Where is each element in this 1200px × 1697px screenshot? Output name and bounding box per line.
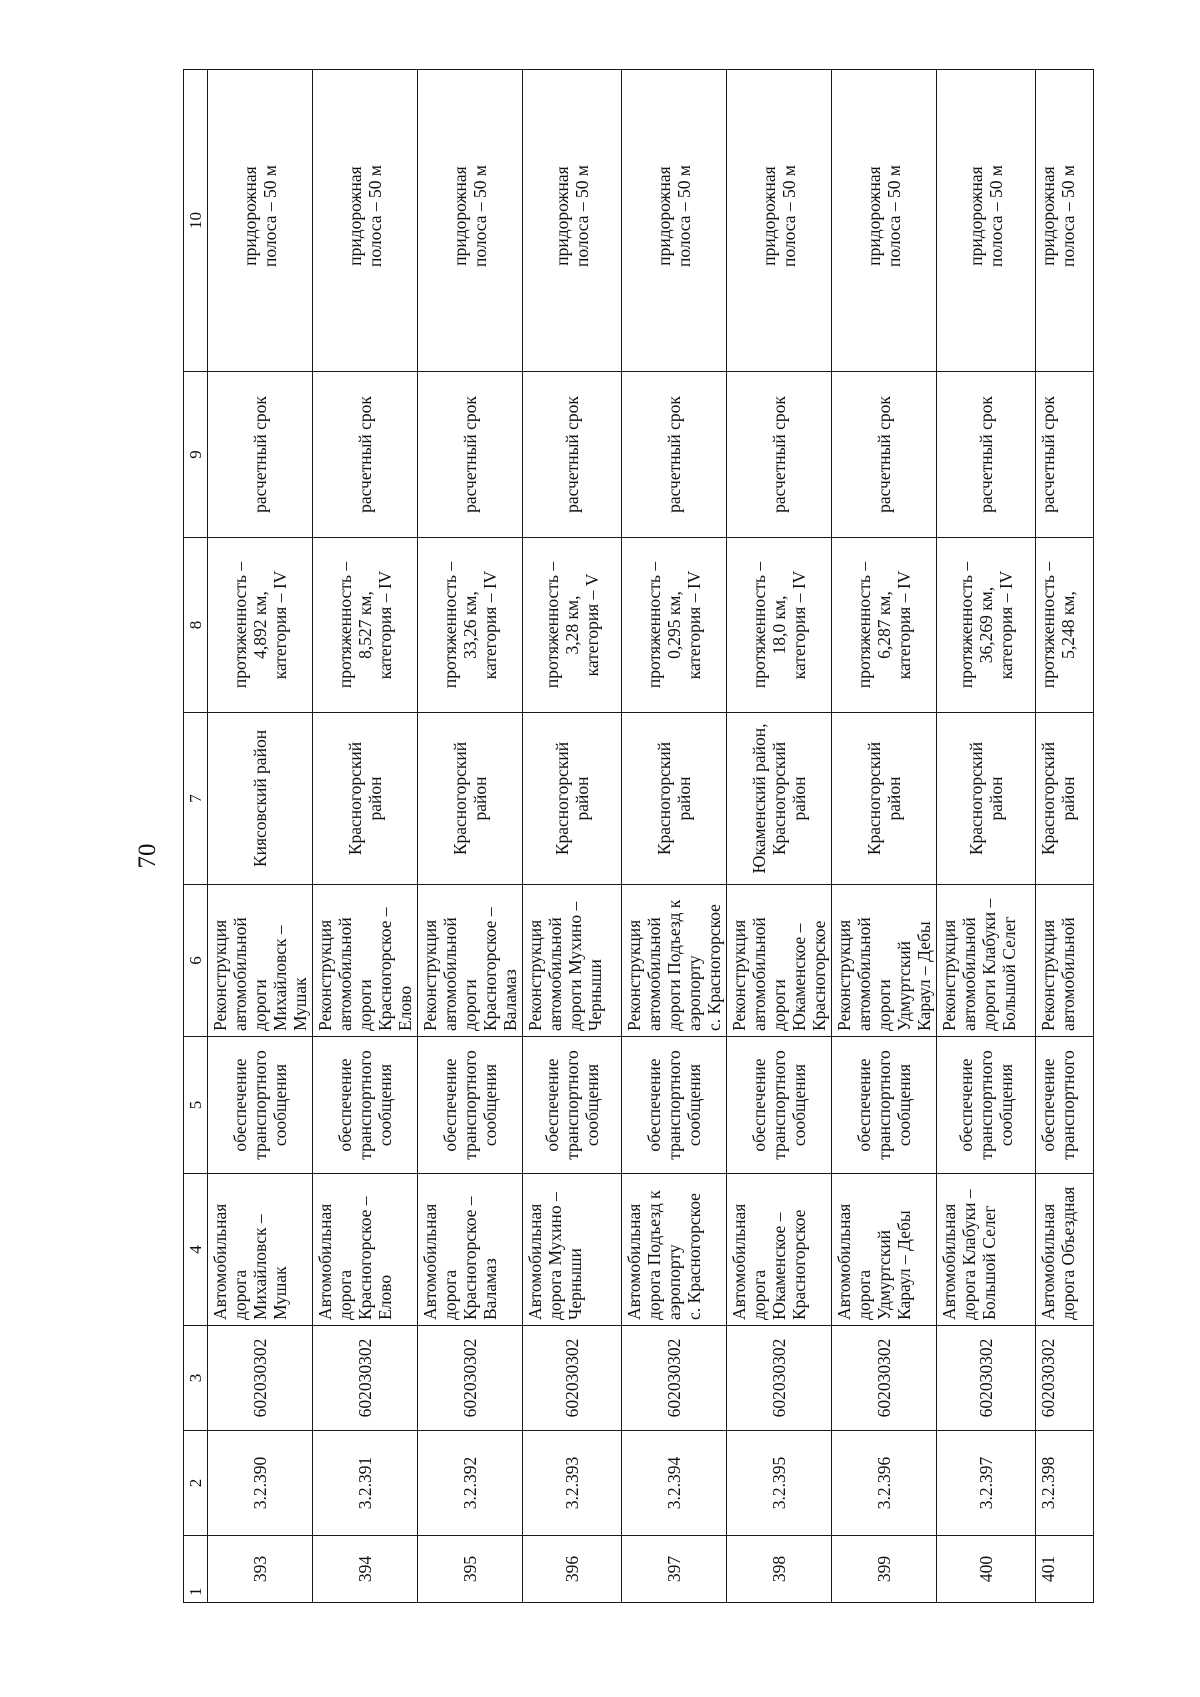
cell-line: транспортного — [976, 1050, 996, 1160]
cell-line: дороги — [355, 979, 375, 1031]
cell-line: обеспечение — [749, 1058, 769, 1152]
cell-line: протяженность – — [1038, 561, 1058, 689]
cell-line: 3,28 км, — [562, 595, 582, 655]
cell-line: категория – IV — [270, 570, 290, 680]
cell-line: 4,892 км, — [250, 591, 270, 659]
cell-line: категория – IV — [894, 570, 914, 680]
cell-line: Автомобильная — [210, 1203, 230, 1320]
cell-purpose — [622, 1037, 727, 1174]
cell-line: протяженность – — [440, 561, 460, 689]
cell-number: 394 — [313, 1536, 418, 1603]
cell-district — [727, 713, 832, 885]
cell-measure — [418, 885, 523, 1037]
page-number: 70 — [134, 843, 161, 869]
table-row — [418, 70, 523, 1603]
cell-line: Реконструкция — [729, 919, 749, 1031]
cell-line: автомобильной — [440, 917, 460, 1031]
cell-code: 3.2.395 — [727, 1431, 832, 1536]
cell-code: 3.2.398 — [1036, 1431, 1094, 1536]
table-row — [622, 70, 727, 1603]
cell-line: Реконструкция — [624, 919, 644, 1031]
cell-line: дорога — [440, 1269, 460, 1320]
cell-line: 0,295 км, — [664, 591, 684, 659]
cell-number: 398 — [727, 1536, 832, 1603]
cell-line: Реконструкция — [525, 919, 545, 1031]
cell-purpose — [937, 1037, 1036, 1174]
cell-classifier-code: 602030302 — [1036, 1326, 1094, 1431]
column-number: 3 — [184, 1326, 208, 1431]
cell-line: полоса – 50 м — [260, 165, 280, 268]
cell-classifier-code: 602030302 — [937, 1326, 1036, 1431]
cell-line: Валамаз — [500, 969, 520, 1031]
column-number-row — [184, 70, 208, 1603]
cell-code: 3.2.394 — [622, 1431, 727, 1536]
cell-line: сообщения — [789, 1063, 809, 1147]
cell-line: Реконструкция — [834, 919, 854, 1031]
cell-line: дорога Подъезд к — [644, 1190, 664, 1320]
cell-line: дорога Мухино – — [545, 1192, 565, 1320]
cell-term: расчетный срок — [523, 372, 622, 538]
cell-line: Автомобильная — [834, 1203, 854, 1320]
cell-line: протяженность – — [542, 561, 562, 689]
cell-line: дорога Удмуртский — [854, 1229, 894, 1320]
cell-line: придорожная — [450, 166, 470, 266]
cell-zone — [208, 70, 313, 372]
cell-term: расчетный срок — [832, 372, 937, 538]
cell-line: Красногорский район — [966, 741, 1006, 856]
cell-line: Автомобильная — [525, 1203, 545, 1320]
cell-line: дороги — [769, 979, 789, 1031]
cell-characteristics — [832, 538, 937, 713]
cell-line: транспортного — [1058, 1050, 1078, 1160]
cell-line: сообщения — [996, 1063, 1016, 1147]
cell-line: протяженность – — [335, 561, 355, 689]
cell-line: Красногорское – — [355, 1196, 375, 1320]
column-number: 5 — [184, 1037, 208, 1174]
cell-line: аэропорту — [664, 1244, 684, 1320]
cell-classifier-code: 602030302 — [727, 1326, 832, 1431]
cell-code: 3.2.391 — [313, 1431, 418, 1536]
cell-line: придорожная — [654, 166, 674, 266]
cell-line: полоса – 50 м — [884, 165, 904, 268]
cell-purpose — [313, 1037, 418, 1174]
cell-line: придорожная — [552, 166, 572, 266]
cell-line: автомобильной — [545, 917, 565, 1031]
cell-line: Юкаменский район, — [749, 723, 769, 874]
cell-line: дороги — [250, 979, 270, 1031]
column-number: 7 — [184, 713, 208, 885]
cell-purpose — [523, 1037, 622, 1174]
cell-line: транспортного — [874, 1050, 894, 1160]
cell-line: дороги Подъезд к — [664, 899, 684, 1031]
cell-object-name — [313, 1174, 418, 1326]
cell-line: обеспечение — [230, 1058, 250, 1152]
cell-object-name — [1036, 1174, 1094, 1326]
cell-zone — [832, 70, 937, 372]
cell-line: обеспечение — [335, 1058, 355, 1152]
cell-code: 3.2.397 — [937, 1431, 1036, 1536]
cell-line: категория – V — [582, 573, 602, 677]
cell-line: обеспечение — [956, 1058, 976, 1152]
cell-line: дорога Клабуки – — [959, 1189, 979, 1320]
cell-zone — [727, 70, 832, 372]
cell-line: 8,527 км, — [355, 591, 375, 659]
cell-line: категория – IV — [375, 570, 395, 680]
cell-line: транспортного — [562, 1050, 582, 1160]
cell-line: Мушак — [270, 1266, 290, 1320]
cell-number: 395 — [418, 1536, 523, 1603]
cell-zone — [313, 70, 418, 372]
cell-characteristics — [523, 538, 622, 713]
cell-characteristics — [1036, 538, 1094, 713]
cell-line: дороги Клабуки – — [979, 898, 999, 1031]
cell-zone — [523, 70, 622, 372]
cell-line: полоса – 50 м — [1058, 165, 1078, 268]
cell-line: Большой Селег — [999, 916, 1019, 1031]
cell-line: протяженность – — [956, 561, 976, 689]
cell-line: Елово — [395, 985, 415, 1031]
cell-object-name — [832, 1174, 937, 1326]
cell-line: придорожная — [1038, 166, 1058, 266]
cell-number: 399 — [832, 1536, 937, 1603]
cell-line: транспортного — [664, 1050, 684, 1160]
cell-line: транспортного — [460, 1050, 480, 1160]
table-row — [313, 70, 418, 1603]
cell-number: 393 — [208, 1536, 313, 1603]
cell-line: Красногорское – — [460, 1196, 480, 1320]
cell-line: категория – IV — [996, 570, 1016, 680]
cell-term: расчетный срок — [937, 372, 1036, 538]
cell-characteristics — [418, 538, 523, 713]
cell-district — [832, 713, 937, 885]
cell-line: Киясовский район — [250, 729, 270, 868]
cell-object-name — [523, 1174, 622, 1326]
cell-line: Красногорское — [809, 920, 829, 1031]
cell-line: сообщения — [582, 1063, 602, 1147]
cell-line: сообщения — [480, 1063, 500, 1147]
cell-line: Юкаменское – — [769, 1212, 789, 1320]
cell-line: протяженность – — [854, 561, 874, 689]
cell-characteristics — [208, 538, 313, 713]
cell-object-name — [208, 1174, 313, 1326]
cell-line: придорожная — [864, 166, 884, 266]
cell-line: дорога — [749, 1269, 769, 1320]
cell-zone — [418, 70, 523, 372]
cell-line: Михайловск – — [250, 1214, 270, 1320]
cell-line: Красногорское – — [480, 907, 500, 1031]
cell-line: Автомобильная — [1038, 1203, 1058, 1320]
cell-line: категория – IV — [684, 570, 704, 680]
cell-line: Автомобильная — [624, 1203, 644, 1320]
cell-line: протяженность – — [230, 561, 250, 689]
cell-line: дороги Удмуртский — [874, 940, 914, 1031]
cell-line: дорога — [230, 1269, 250, 1320]
table-row — [832, 70, 937, 1603]
cell-line: аэропорту — [684, 955, 704, 1031]
cell-term: расчетный срок — [727, 372, 832, 538]
cell-line: придорожная — [240, 166, 260, 266]
cell-line: сообщения — [894, 1063, 914, 1147]
cell-line: протяженность – — [749, 561, 769, 689]
cell-line: Красногорский район — [654, 741, 694, 856]
cell-line: Реконструкция — [315, 919, 335, 1031]
cell-line: Красногорский район — [552, 741, 592, 856]
cell-line: Красногорский район — [450, 741, 490, 856]
cell-line: обеспечение — [854, 1058, 874, 1152]
table-row — [937, 70, 1036, 1603]
cell-district — [523, 713, 622, 885]
cell-classifier-code: 602030302 — [418, 1326, 523, 1431]
cell-line: категория – IV — [789, 570, 809, 680]
cell-line: полоса – 50 м — [986, 165, 1006, 268]
cell-code: 3.2.390 — [208, 1431, 313, 1536]
cell-line: 6,287 км, — [874, 591, 894, 659]
cell-line: придорожная — [345, 166, 365, 266]
cell-measure — [208, 885, 313, 1037]
cell-district — [622, 713, 727, 885]
cell-characteristics — [313, 538, 418, 713]
cell-district — [313, 713, 418, 885]
cell-code: 3.2.392 — [418, 1431, 523, 1536]
cell-number: 397 — [622, 1536, 727, 1603]
cell-measure — [1036, 885, 1094, 1037]
cell-line: дороги Мухино – — [565, 901, 585, 1031]
cell-line: категория – IV — [480, 570, 500, 680]
cell-line: Реконструкция — [939, 919, 959, 1031]
cell-line: сообщения — [270, 1063, 290, 1147]
cell-zone — [1036, 70, 1094, 372]
table-row — [1036, 70, 1094, 1603]
cell-line: Автомобильная — [939, 1203, 959, 1320]
cell-line: дороги — [460, 979, 480, 1031]
cell-classifier-code: 602030302 — [523, 1326, 622, 1431]
cell-line: обеспечение — [440, 1058, 460, 1152]
cell-line: автомобильной — [335, 917, 355, 1031]
table-row — [523, 70, 622, 1603]
cell-line: Красногорское — [789, 1209, 809, 1320]
cell-line: Реконструкция — [210, 919, 230, 1031]
cell-classifier-code: 602030302 — [622, 1326, 727, 1431]
cell-purpose — [418, 1037, 523, 1174]
cell-term: расчетный срок — [1036, 372, 1094, 538]
cell-line: протяженность – — [644, 561, 664, 689]
cell-line: Реконструкция — [420, 919, 440, 1031]
cell-line: Караул – Дебы — [894, 1210, 914, 1320]
cell-number: 401 — [1036, 1536, 1094, 1603]
cell-code: 3.2.393 — [523, 1431, 622, 1536]
cell-line: Автомобильная — [729, 1203, 749, 1320]
cell-line: автомобильной — [644, 917, 664, 1031]
cell-term: расчетный срок — [208, 372, 313, 538]
cell-measure — [727, 885, 832, 1037]
cell-line: Черныши — [585, 959, 605, 1031]
cell-line: автомобильной — [230, 917, 250, 1031]
cell-measure — [313, 885, 418, 1037]
cell-code: 3.2.396 — [832, 1431, 937, 1536]
column-number: 10 — [184, 70, 208, 372]
cell-line: придорожная — [759, 166, 779, 266]
cell-object-name — [937, 1174, 1036, 1326]
cell-classifier-code: 602030302 — [832, 1326, 937, 1431]
cell-line: Красногорское – — [375, 907, 395, 1031]
cell-line: сообщения — [684, 1063, 704, 1147]
cell-characteristics — [727, 538, 832, 713]
cell-purpose — [727, 1037, 832, 1174]
cell-line: полоса – 50 м — [572, 165, 592, 268]
table-row — [208, 70, 313, 1603]
cell-line: 36,269 км, — [976, 586, 996, 664]
table-body — [184, 70, 1094, 1603]
cell-district — [208, 713, 313, 885]
cell-line: Черныши — [565, 1248, 585, 1320]
cell-number: 400 — [937, 1536, 1036, 1603]
cell-line: Красногорский район — [1038, 741, 1078, 856]
cell-line: автомобильной — [854, 917, 874, 1031]
cell-line: обеспечение — [1038, 1058, 1058, 1152]
column-number: 6 — [184, 885, 208, 1037]
cell-line: полоса – 50 м — [779, 165, 799, 268]
cell-line: с. Красногорское — [684, 1193, 704, 1320]
cell-line: 18,0 км, — [769, 595, 789, 655]
cell-characteristics — [622, 538, 727, 713]
cell-measure — [937, 885, 1036, 1037]
cell-purpose — [208, 1037, 313, 1174]
cell-term: расчетный срок — [622, 372, 727, 538]
rotated-table-container — [183, 70, 1120, 1603]
cell-line: Красногорский район — [345, 741, 385, 856]
cell-line: полоса – 50 м — [470, 165, 490, 268]
cell-line: автомобильной — [959, 917, 979, 1031]
cell-term: расчетный срок — [418, 372, 523, 538]
cell-classifier-code: 602030302 — [313, 1326, 418, 1431]
cell-line: автомобильной — [749, 917, 769, 1031]
cell-object-name — [727, 1174, 832, 1326]
cell-district — [418, 713, 523, 885]
cell-term: расчетный срок — [313, 372, 418, 538]
cell-line: Юкаменское – — [789, 923, 809, 1031]
cell-line: 5,248 км, — [1058, 591, 1078, 659]
cell-line: обеспечение — [644, 1058, 664, 1152]
cell-line: транспортного — [355, 1050, 375, 1160]
cell-line: дорога — [335, 1269, 355, 1320]
cell-district — [937, 713, 1036, 885]
cell-measure — [832, 885, 937, 1037]
cell-number: 396 — [523, 1536, 622, 1603]
cell-line: 33,26 км, — [460, 591, 480, 659]
cell-line: Мушак — [290, 977, 310, 1031]
cell-line: автомобильной — [1058, 917, 1078, 1031]
column-number: 4 — [184, 1174, 208, 1326]
cell-object-name — [418, 1174, 523, 1326]
cell-line: Автомобильная — [420, 1203, 440, 1320]
cell-line: с. Красногорское — [704, 904, 724, 1031]
column-number: 9 — [184, 372, 208, 538]
cell-line: сообщения — [375, 1063, 395, 1147]
cell-line: Михайловск – — [270, 925, 290, 1031]
cell-line: Автомобильная — [315, 1203, 335, 1320]
cell-line: полоса – 50 м — [674, 165, 694, 268]
objects-table — [183, 69, 1094, 1603]
cell-measure — [622, 885, 727, 1037]
cell-purpose — [832, 1037, 937, 1174]
cell-line: Реконструкция — [1038, 919, 1058, 1031]
cell-line: полоса – 50 м — [365, 165, 385, 268]
cell-line: Караул – Дебы — [914, 921, 934, 1031]
cell-line: Большой Селег — [979, 1205, 999, 1320]
cell-line: Красногорский район — [864, 741, 904, 856]
table-row — [727, 70, 832, 1603]
cell-purpose — [1036, 1037, 1094, 1174]
cell-line: обеспечение — [542, 1058, 562, 1152]
cell-characteristics — [937, 538, 1036, 713]
cell-zone — [937, 70, 1036, 372]
column-number: 8 — [184, 538, 208, 713]
cell-classifier-code: 602030302 — [208, 1326, 313, 1431]
cell-district — [1036, 713, 1094, 885]
cell-line: придорожная — [966, 166, 986, 266]
cell-line: транспортного — [769, 1050, 789, 1160]
cell-line: транспортного — [250, 1050, 270, 1160]
cell-line: Валамаз — [480, 1258, 500, 1320]
column-number: 2 — [184, 1431, 208, 1536]
cell-line: дорога Объездная — [1058, 1186, 1078, 1320]
cell-line: Елово — [375, 1274, 395, 1320]
column-number: 1 — [184, 1536, 208, 1603]
cell-measure — [523, 885, 622, 1037]
cell-line: Красногорский район — [769, 741, 809, 856]
cell-object-name — [622, 1174, 727, 1326]
cell-zone — [622, 70, 727, 372]
